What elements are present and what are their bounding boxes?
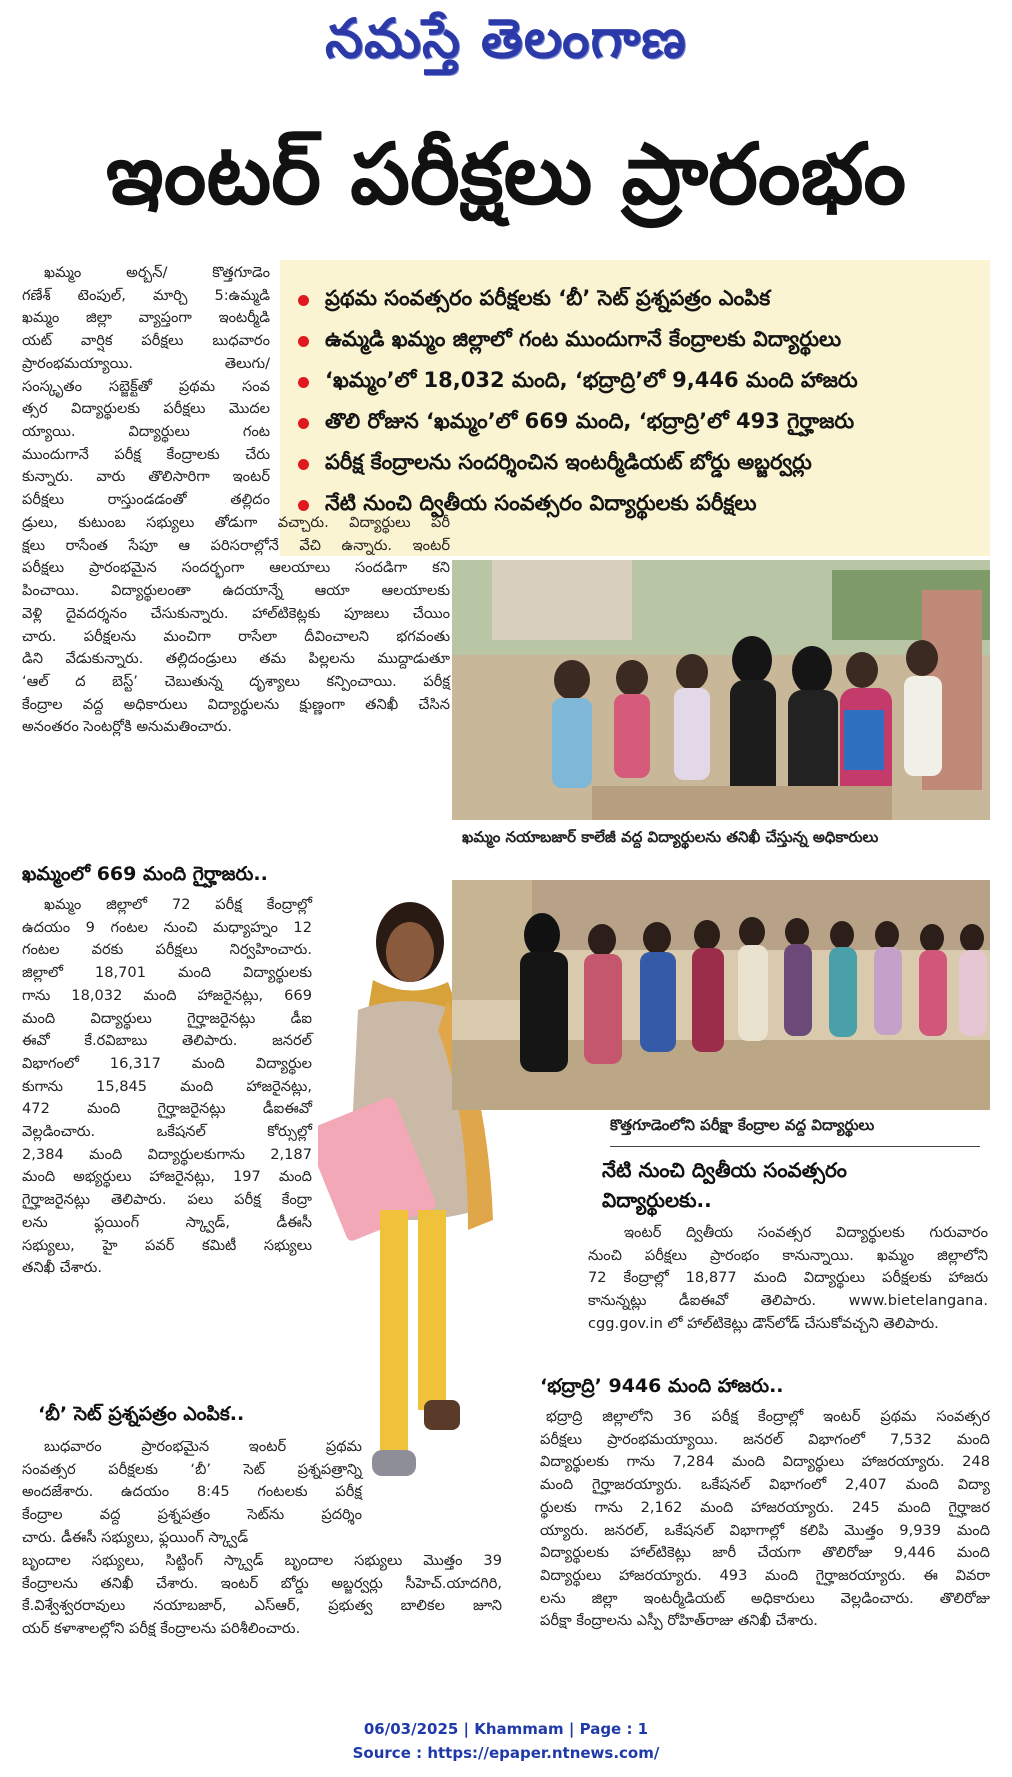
section-heading-khammam: ఖమ్మంలో 669 మంది గైర్హాజరు.. <box>22 863 268 885</box>
highlight-item: నేటి నుంచి ద్వితీయ సంవత్సరం విద్యార్థులకు పరీక్షలు <box>280 485 990 526</box>
section-heading-second-year-line2: విద్యార్థులకు.. <box>602 1188 712 1212</box>
photo-kothagudem-image <box>452 880 990 1110</box>
highlight-item: ప్రథమ సంవత్సరం పరీక్షలకు ‘బీ’ సెట్ ప్రశ్నపత్రం ఎంపిక <box>280 280 990 321</box>
footer-date-edition: 06/03/2025 | Khammam | Page : 1 <box>363 1720 649 1738</box>
photo-nayabazar-image <box>452 560 990 820</box>
bullet-icon <box>298 418 309 429</box>
bullet-icon <box>298 336 309 347</box>
intro-paragraph-bottom: డ్రులు, కుటుంబ సభ్యులు తోడుగా వచ్చారు. విద్యార్థులు పరీ క్షలు రాసేంత సేపూ ఆ పరిసరాల్లోనే వేచి ఉన్నారు. ఇంటర్ పరీక్షలు ప్రారంభమైన సందర్భంగా ఆలయాలు సందడిగా కని పించాయి. విద్యార్థులంతా ఉదయాన్నే ఆయా ఆలయాలకు వెళ్లి దైవదర్శనం చేసుకున్నారు. హాల్‌టికెట్లకు పూజలు చేయిం చారు. పరీక్షలను మంచిగా రాసేలా దీవించాలని భగవంతు డిని వేడుకున్నారు. తల్లిదండ్రులు తమ పిల్లలను ముద్దాడుతూ ‘ఆల్ ద బెస్ట్’ చెబుతున్న దృశ్యాలు కన్పించాయి. పరీక్ష కేంద్రాల వద్ద అధికారులు విద్యార్థులను క్షుణ్ణంగా తనిఖీ చేసిన అనంతరం సెంటర్లోకి అనుమతించారు. <box>22 514 450 736</box>
photo-nayabazar-college <box>452 560 990 820</box>
highlight-item: ఉమ్మడి ఖమ్మం జిల్లాలో గంట ముందుగానే కేంద్రాలకు విద్యార్థులు <box>280 321 990 362</box>
masthead-logo: నమస్తే తెలంగాణ <box>325 7 687 70</box>
bullet-icon <box>298 377 309 388</box>
photo-caption-kothagudem: కొత్తగూడెంలోని పరీక్షా కేంద్రాల వద్ద విద్యార్థులు <box>610 1116 875 1134</box>
section-heading-second-year-line1: నేటి నుంచి ద్వితీయ సంవత్సరం <box>602 1158 847 1182</box>
highlight-item: ‘ఖమ్మం’లో 18,032 మంది, ‘భద్రాద్రి’లో 9,446 మంది హాజరు <box>280 362 990 403</box>
page-headline: ఇంటర్ పరీక్షలు ప్రారంభం <box>105 125 907 223</box>
bullet-icon <box>298 295 309 306</box>
intro-paragraph-top: ఖమ్మం అర్బన్/ కొత్తగూడెం గణేశ్ టెంపుల్, మార్చి 5:ఉమ్మడి ఖమ్మం జిల్లా వ్యాప్తంగా ఇంటర్మీడి యట్ వార్షిక పరీక్షలు బుధవారం ప్రారంభమయ్యాయి. తెలుగు/ సంస్కృతం సబ్జెక్ట్‌తో ప్రథమ సంవ త్సర విద్యార్థులకు పరీక్షలు మొదల య్యాయి. విద్యార్థులు గంట ముందుగానే పరీక్ష కేంద్రాలకు చేరు కున్నారు. వారు తొలిసారిగా ఇంటర్ పరీక్షలు రాస్తుండడంతో తల్లిదం <box>22 264 270 509</box>
section-body-bhadradri: భద్రాద్రి జిల్లాలోని 36 పరీక్ష కేంద్రాల్లో ఇంటర్ ప్రథమ సంవత్సర పరీక్షలు ప్రారంభమయ్యాయి. జనరల్ విభాగంలో 7,532 మంది విద్యార్థులకు గాను 7,284 మంది విద్యార్థులు హాజరయ్యారు. 248 మంది గైర్హాజరయ్యారు. ఒకేషనల్ విభాగంలో 2,407 మంది విద్యా ర్థులకు గాను 2,162 మంది హాజరయ్యారు. 245 మంది గైర్హాజర య్యారు. జనరల్, ఒకేషనల్ విభాగాల్లో కలిపి మొత్తం 9,939 మంది విద్యార్థులకు హాల్‌టికెట్లు జారీ చేయగా తొలిరోజు 9,446 మంది విద్యార్థులు హాజరయ్యారు. 493 మంది గైర్హాజరయ్యారు. ఈ వివరా లను జిల్లా ఇంటర్మీడియట్ అధికారులు వెల్లడించారు. తొలిరోజు పరీక్షా కేంద్రాలను ఎస్పీ రోహిత్‌రాజు తనిఖీ చేశారు. <box>540 1408 990 1630</box>
divider-rule <box>610 1146 980 1147</box>
section-heading-bset: ‘బీ’ సెట్ ప్రశ్నపత్రం ఎంపిక.. <box>38 1403 245 1425</box>
footer-source-link[interactable]: Source : https://epaper.ntnews.com/ <box>352 1744 660 1762</box>
bullet-icon <box>298 459 309 470</box>
photo-kothagudem-centre <box>452 880 990 1110</box>
section-heading-bhadradri: ‘భద్రాద్రి’ 9446 మంది హాజరు.. <box>540 1375 784 1397</box>
photo-caption-nayabazar: ఖమ్మం నయాబజార్ కాలేజీ వద్ద విద్యార్థులను తనిఖీ చేస్తున్న అధికారులు <box>462 828 879 846</box>
bullet-icon <box>298 500 309 511</box>
section-body-second-year: ఇంటర్ ద్వితీయ సంవత్సర విద్యార్థులకు గురువారం నుంచి పరీక్షలు ప్రారంభం కానున్నాయి. ఖమ్మం జిల్లాలోని 72 కేంద్రాల్లో 18,877 మంది విద్యార్థులు పరీక్షలకు హాజరు కానున్నట్లు డీఐఈవో తెలిపారు. www.bietelangana. cgg.gov.in లో హాల్‌టికెట్లు డౌన్‌లోడ్ చేసుకోవచ్చని తెలిపారు. <box>588 1224 988 1332</box>
highlight-item: పరీక్ష కేంద్రాలను సందర్శించిన ఇంటర్మీడియట్ బోర్డు అబ్జర్వర్లు <box>280 444 990 485</box>
section-body-khammam: ఖమ్మం జిల్లాలో 72 పరీక్ష కేంద్రాల్లో ఉదయం 9 గంటల నుంచి మధ్యాహ్నం 12 గంటల వరకు పరీక్షలు నిర్వహించారు. జిల్లాలో 18,701 మంది విద్యార్థులకు గాను 18,032 మంది హాజరైనట్లు, 669 మంది విద్యార్థులు గైర్హాజరైనట్లు డీఐ ఈవో కే.రవిబాబు తెలిపారు. జనరల్ విభాగంలో 16,317 మంది విద్యార్థుల కుగాను 15,845 మంది హాజరైనట్లు, 472 మంది గైర్హాజరైనట్లు డీఐఈవో వెల్లడించారు. ఒకేషనల్ కోర్సుల్లో 2,384 మంది విద్యార్థులకుగాను 2,187 మంది అభ్యర్థులు హాజరైనట్లు, 197 మంది గైర్హాజరైనట్లు తెలిపారు. పలు పరీక్ష కేంద్రా లను ఫ్లయింగ్ స్క్వాడ్, డీఈసీ సభ్యులు, హై పవర్ కమిటీ సభ్యులు తనిఖీ చేశారు. <box>22 896 312 1277</box>
section-body-bset-top: బుధవారం ప్రారంభమైన ఇంటర్ ప్రథమ సంవత్సర పరీక్షలకు ‘బీ’ సెట్ ప్రశ్నపత్రాన్ని అందజేశారు. ఉదయం 8:45 గంటలకు పరీక్ష కేంద్రాల వద్ద ప్రశ్నపత్రం సెట్‌ను ప్రదర్శిం చారు. డీఈసీ సభ్యులు, ఫ్లయింగ్ స్క్వాడ్ <box>22 1438 362 1546</box>
highlight-item: తొలి రోజున ‘ఖమ్మం’లో 669 మంది, ‘భద్రాద్రి’లో 493 గైర్హాజరు <box>280 403 990 444</box>
section-body-bset-bottom: బృందాల సభ్యులు, సిట్టింగ్ స్క్వాడ్ బృందాల సభ్యులు మొత్తం 39 కేంద్రాలను తనిఖీ చేశారు. ఇంటర్ బోర్డు అబ్జర్వర్లు సీహెచ్.యాదగిరి, కే.విశ్వేశ్వరరావులు నయాబజార్, ఎస్ఆర్, ప్రభుత్వ బాలికల జూని యర్ కళాశాలల్లోని పరీక్ష కేంద్రాలను పరిశీలించారు. <box>22 1552 502 1638</box>
